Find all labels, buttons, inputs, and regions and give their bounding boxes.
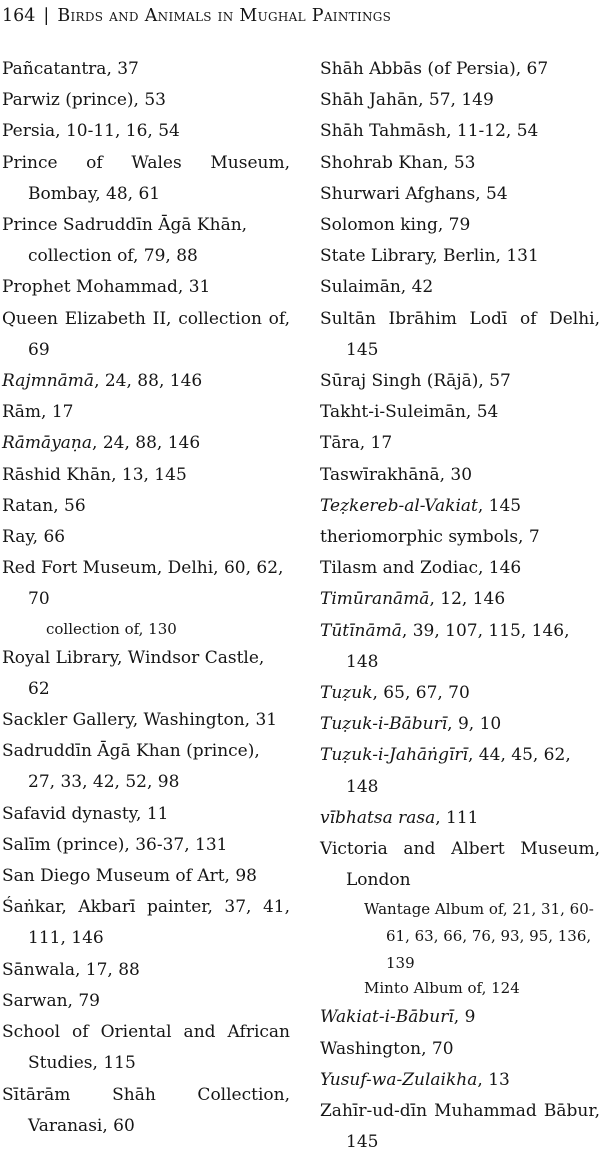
index-entry: [2, 705, 290, 736]
index-entry-text: Ray, 66: [2, 527, 66, 548]
index-entry: [2, 643, 290, 705]
index-entry: [320, 304, 600, 366]
index-entry: [2, 460, 290, 491]
index-entry-text: Tilasm and Zodiac, 146: [320, 558, 522, 579]
index-entry-text: , 111: [435, 807, 479, 828]
index-entry-text: , 12, 146: [429, 589, 506, 610]
index-entry: [320, 553, 600, 584]
index-entry-title: Rāmāyaṇa: [2, 433, 93, 454]
index-entry: [320, 54, 600, 85]
index-entry-text: State Library, Berlin, 131: [320, 246, 539, 267]
index-entry-text: Queen Elizabeth II, collection of, 69: [2, 308, 290, 360]
index-entry-text: Safavid dynasty, 11: [2, 803, 169, 824]
index-entry-text: Persia, 10-11, 16, 54: [2, 121, 180, 142]
header-separator: |: [43, 6, 50, 26]
index-entry-title: Yusuf-wa-Zulaikha: [320, 1069, 478, 1090]
index-entry-text: Victoria and Albert Museum, London: [320, 839, 600, 891]
index-entry-text: Wantage Album of, 21, 31, 60-61, 63, 66, 76, 93, 95, 136, 139: [364, 900, 594, 973]
running-header: [2, 3, 600, 29]
index-entry: [2, 955, 290, 986]
index-entry-text: Rāshid Khān, 13, 145: [2, 464, 187, 485]
index-entry-text: Zahīr-ud-dīn Muhammad Bābur, 145: [320, 1101, 600, 1153]
index-entry: [320, 1034, 600, 1065]
index-entry-text: Tāra, 17: [320, 433, 393, 454]
index-entry-text: Sūraj Singh (Rājā), 57: [320, 371, 511, 392]
index-entry-title: Wakiat-i-Bāburī: [320, 1007, 454, 1028]
index-entry-text: Sulaimān, 42: [320, 277, 434, 298]
index-entry: [320, 834, 600, 896]
index-entry-title: Teẓkereb-al-Vakiat: [320, 495, 478, 516]
index-entry-text: , 39, 107, 115, 146, 148: [346, 620, 570, 672]
index-entry-title: Tuẓuk-i-Bāburī: [320, 714, 448, 735]
index-entry-text: , 9: [453, 1007, 476, 1028]
index-entry-text: Sadruddīn Āgā Khan (prince), 27, 33, 42, 52, 98: [2, 741, 260, 793]
index-entry-text: Shohrab Khan, 53: [320, 152, 476, 173]
index-entry-text: Prince of Wales Museum, Bombay, 48, 61: [2, 152, 290, 204]
index-column-left: [2, 54, 290, 1142]
index-entry: [320, 740, 600, 802]
index-entry-title: Tuẓuk-i-Jahāṅgīrī: [320, 745, 468, 766]
index-entry: [2, 986, 290, 1017]
index-entry: [2, 1017, 290, 1079]
index-entry-text: Sackler Gallery, Washington, 31: [2, 710, 278, 731]
book-title: Birds and Animals in Mughal Paintings: [57, 6, 392, 26]
index-entry: [320, 272, 600, 303]
index-entry-text: , 24, 88, 146: [92, 433, 201, 454]
index-entry-text: Ratan, 56: [2, 495, 86, 516]
index-entry-text: Shurwari Afghans, 54: [320, 183, 508, 204]
index-entry: [320, 616, 600, 678]
index-entry: [2, 553, 290, 615]
index-subentry: [320, 975, 600, 1002]
index-entry: [320, 241, 600, 272]
index-entry: [320, 460, 600, 491]
index-entry-title: Rajmnāmā: [2, 371, 95, 392]
index-entry: [2, 522, 290, 553]
index-entry-text: Sultān Ibrāhim Lodī of Delhi, 145: [320, 308, 600, 360]
index-entry-text: collection of, 130: [46, 619, 177, 638]
index-entry-title: Tuẓuk: [320, 683, 373, 704]
index-entry: [320, 803, 600, 834]
index-entry-text: School of Oriental and African Studies, 115: [2, 1022, 290, 1074]
index-entry: [2, 54, 290, 85]
index-entry-text: , 145: [477, 495, 522, 516]
index-entry: [320, 1096, 600, 1158]
index-entry: [320, 584, 600, 615]
index-entry: [320, 1002, 600, 1033]
index-entry: [320, 709, 600, 740]
index-entry: [2, 272, 290, 303]
index-entry-text: theriomorphic symbols, 7: [320, 527, 540, 548]
index-subentry: [2, 616, 290, 643]
index-entry: [2, 736, 290, 798]
index-entry-text: , 13: [477, 1069, 510, 1090]
index-entry-text: Sānwala, 17, 88: [2, 959, 140, 980]
index-entry-text: Red Fort Museum, Delhi, 60, 62, 70: [2, 558, 284, 610]
index-entry: [2, 366, 290, 397]
index-subentry: [320, 896, 600, 977]
index-entry-text: , 24, 88, 146: [94, 371, 203, 392]
index-entry-text: Takht-i-Suleimān, 54: [320, 402, 499, 423]
index-entry: [320, 428, 600, 459]
index-entry-title: Tūtīnāmā: [320, 620, 402, 641]
index-entry: [320, 678, 600, 709]
page-number: 164: [2, 6, 36, 26]
index-entry: [320, 179, 600, 210]
index-entry-text: Sītārām Shāh Collection, Varanasi, 60: [2, 1084, 290, 1136]
index-entry: [2, 861, 290, 892]
index-entry: [2, 892, 290, 954]
index-entry-text: Royal Library, Windsor Castle, 62: [2, 647, 265, 699]
index-entry-text: , 44, 45, 62, 148: [346, 745, 571, 797]
index-entry-text: Washington, 70: [320, 1038, 454, 1059]
index-entry: [2, 116, 290, 147]
index-entry-text: Shāh Jahān, 57, 149: [320, 90, 494, 111]
index-entry-text: , 37: [106, 59, 139, 79]
index-entry: [2, 491, 290, 522]
index-entry-text: , 65, 67, 70: [372, 683, 470, 704]
index-entry-text: Śaṅkar, Akbarī painter, 37, 41, 111, 146: [2, 897, 290, 949]
index-entry-text: Prince Sadruddīn Āgā Khān, collection of, 79, 88: [2, 215, 248, 267]
index-entry: [2, 397, 290, 428]
index-entry: [2, 1080, 290, 1142]
index-entry: [320, 491, 600, 522]
index-entry: [320, 85, 600, 116]
index-entry-title: Timūranāmā: [320, 589, 430, 610]
index-entry-text: Parwiz (prince), 53: [2, 90, 166, 111]
index-entry-text: , 9, 10: [447, 714, 502, 735]
index-entry-title: vībhatsa rasa: [320, 807, 436, 828]
index-entry: [320, 522, 600, 553]
index-entry: [320, 210, 600, 241]
index-entry-text: Taswīrakhānā, 30: [320, 464, 473, 485]
index-entry-text: Shāh Abbās (of Persia), 67: [320, 59, 549, 79]
index-entry: [2, 148, 290, 210]
index-entry-text: Shāh Tahmāsh, 11-12, 54: [320, 121, 539, 142]
index-entry: [2, 85, 290, 116]
index-entry: [2, 210, 290, 272]
index-entry: [320, 1065, 600, 1096]
index-entry: [2, 428, 290, 459]
index-entry: [2, 830, 290, 861]
index-entry: [320, 116, 600, 147]
index-entry-text: San Diego Museum of Art, 98: [2, 866, 257, 887]
index-entry-text: Pañcatantra: [2, 59, 107, 79]
index-entry: [2, 799, 290, 830]
index-entry: [2, 304, 290, 366]
index-entry-text: Solomon king, 79: [320, 215, 471, 236]
index-column-right: [320, 54, 600, 1159]
index-entry-text: Rām, 17: [2, 402, 74, 423]
index-entry-text: Sarwan, 79: [2, 990, 100, 1011]
index-entry-text: Prophet Mohammad, 31: [2, 277, 211, 298]
index-entry: [320, 397, 600, 428]
index-entry-text: Salīm (prince), 36-37, 131: [2, 834, 228, 855]
index-entry: [320, 148, 600, 179]
index-entry: [320, 366, 600, 397]
index-entry-text: Minto Album of, 124: [364, 979, 520, 998]
